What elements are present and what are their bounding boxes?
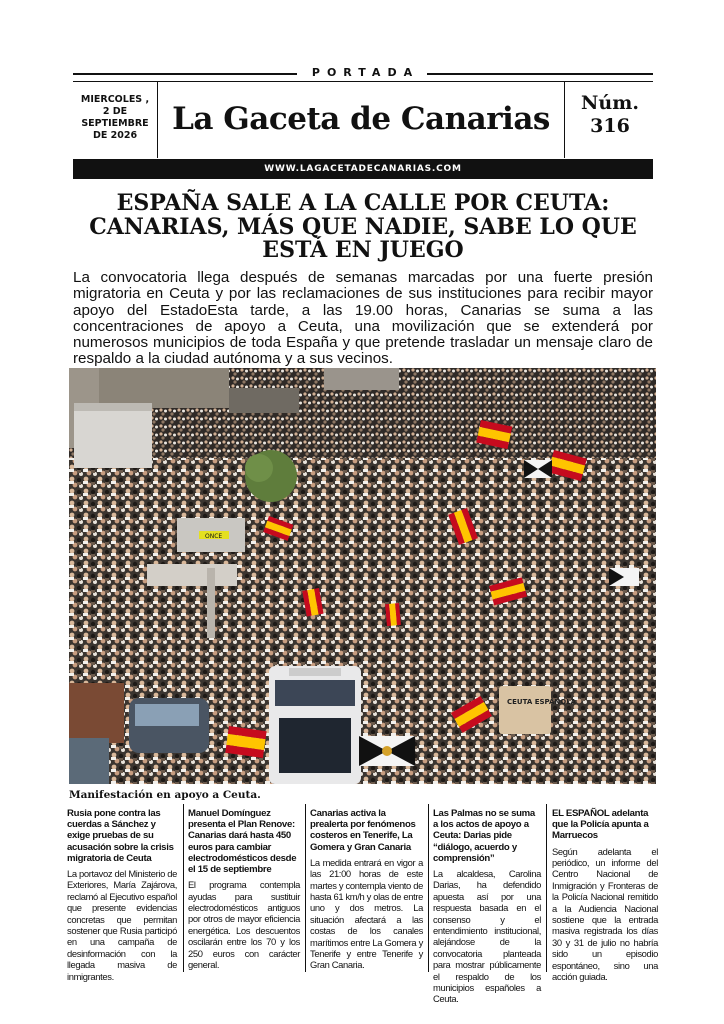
masthead-divider-right (564, 82, 565, 158)
masthead-divider-left (157, 82, 158, 158)
photo-caption: Manifestación en apoyo a Ceuta. (69, 789, 261, 801)
news-column-4[interactable] (433, 808, 541, 1005)
news-column-body: La portavoz del Ministerio de Exteriores, María Zajárova, reclamó al Ejecutivo español que presente evidencias concretas que permitan sostener que Rusia participó en una campaña de desinformación con la llegada masiva de inmigrantes. (67, 868, 177, 982)
masthead-box-top (73, 81, 653, 82)
issue-label: Núm. (581, 92, 639, 114)
column-divider (546, 804, 547, 972)
section-label: PORTADA (0, 66, 724, 79)
issue-number (566, 92, 654, 138)
kiosk-sign: ONCE (205, 533, 223, 540)
column-divider (305, 804, 306, 972)
news-column-body: La alcaldesa, Carolina Darias, ha defendido apuesta así por una respuesta basada en el consenso y el entendimiento institucional, alejándose de la convocatoria planteada para mostrar públicamente el respaldo de los municipios españoles a Ceuta. (433, 868, 541, 1005)
protest-sign-text: CEUTA ESPAÑOLA (507, 698, 577, 706)
news-column-body: La medida entrará en vigor a las 21:00 horas de este martes y contempla viento de hasta 61 km/h y olas de entre uno y dos metros. La situación afectará a las costas de los canales marítimos entre La Gomera y Tenerife y entre Tenerife y Gran Canaria. (310, 856, 423, 971)
issue-value: 316 (590, 115, 630, 137)
column-divider (183, 804, 184, 972)
news-column-body: El programa contempla ayudas para sustituir electrodomésticos antiguos por otros de mayor eficiencia energética. Los descuentos oscilarán entre los 70 y los 250 euros con carácter general. (188, 879, 300, 971)
website-url-bar[interactable]: WWW.LAGACETADECANARIAS.COM (73, 159, 653, 179)
news-column-title[interactable]: Las Palmas no se suma a los actos de apoyo a Ceuta: Darias pide “diálogo, acuerdo y comprensión” (433, 808, 535, 864)
crowd-photo (69, 368, 656, 784)
newspaper-name: La Gaceta de Canarias (172, 101, 550, 137)
news-column-5[interactable] (552, 808, 658, 983)
news-column-2[interactable] (188, 808, 300, 978)
news-column-body: Según adelanta el periódico, un informe del Centro Nacional de Inmigración y Fronteras de la Policía Nacional remitido a la Audiencia Nacional sostiene que la entrada masiva registrada los días 30 y 31 de julio no habría sido un episodio espontáneo, sino una acción guiada. (552, 845, 658, 983)
lead-paragraph: La convocatoria llega después de semanas marcadas por una fuerte presión migratoria en Ceuta y por las reclamaciones de sus instituciones para recibir mayor apoyo del EstadoEsta tarde, a las 19.00 horas, Canarias se suma a las concentraciones de apoyo a Ceuta, una movilización que se extenderá por numerosos municipios de toda España y que pretende trasladar un mensaje claro de respaldo a la ciudad autónoma y a sus vecinos. (73, 269, 653, 368)
news-column-3[interactable] (310, 808, 423, 978)
news-column-title[interactable]: Canarias activa la prealerta por fenómenos costeros en Tenerife, La Gomera y Gran Canaria (310, 808, 416, 853)
main-headline: ESPAÑA SALE A LA CALLE POR CEUTA: CANARIAS, MÁS QUE NADIE, SABE LO QUE ESTÁ EN JUEGO (89, 190, 637, 263)
news-column-1[interactable] (67, 808, 177, 982)
news-column-title[interactable]: Rusia pone contra las cuerdas a Sánchez y exige pruebas de su acusación sobre la crisis migratoria de Ceuta (67, 808, 174, 864)
crowd-photo-illustration (69, 368, 656, 784)
column-divider (428, 804, 429, 972)
news-column-title[interactable]: Manuel Domínguez presenta el Plan Renove: Canarias dará hasta 450 euros para cambiar electrodomésticos desde el 15 de septiembre (188, 808, 297, 876)
news-column-title[interactable]: EL ESPAÑOL adelanta que la Policía apunta a Marruecos (552, 808, 649, 842)
issue-date: MIERCOLES , 2 DE SEPTIEMBRE DE 2026 (80, 94, 150, 141)
